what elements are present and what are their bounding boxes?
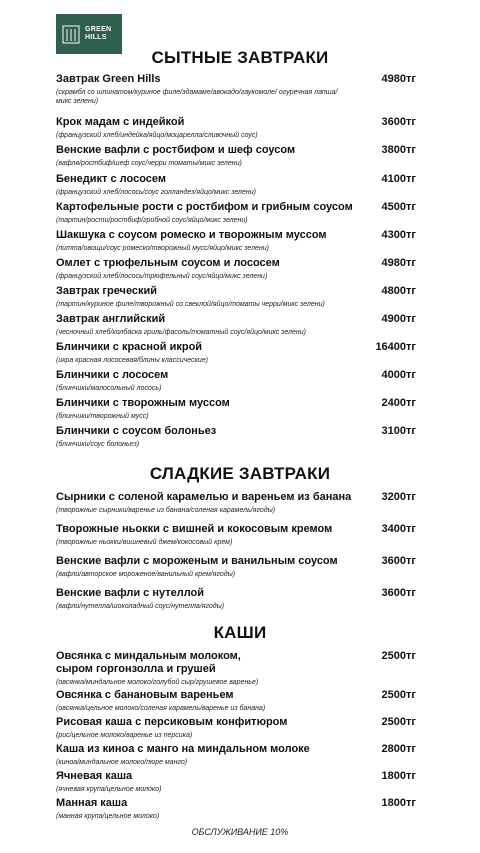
section-title-hearty: СЫТНЫЕ ЗАВТРАКИ (151, 48, 329, 67)
item-price: 3200тг (381, 491, 416, 503)
menu-item (56, 229, 416, 253)
item-price: 4100тг (381, 173, 416, 185)
menu-item (56, 341, 416, 365)
item-description: (французский хлеб/лосось/соус голландез/яйцо/микс зелени) (56, 189, 256, 196)
item-description: (творожные ньокки/вишневый джем/кокосовый крем) (56, 539, 233, 546)
item-description: (французский хлеб/индейка/яйцо/моцарелла/сливочный соус) (56, 132, 258, 139)
item-name: Ячневая каша (56, 770, 133, 782)
item-description: (питта/овощи/соус ромеско/творожный мусс/яйцо/микс зелени) (56, 245, 269, 252)
item-description: (французский хлеб/лосось/трюфельный соус/яйцо/микс зелени) (56, 273, 268, 280)
item-name: Сырники с соленой карамелью и вареньем из банана (56, 491, 352, 503)
menu-item (56, 116, 416, 140)
item-name: Завтрак Green Hills (56, 73, 161, 85)
logo-line-1: GREEN (85, 26, 112, 33)
menu-item (56, 369, 416, 393)
building-icon (61, 23, 81, 45)
item-description: (чесночный хлеб/колбаска гриль/фасоль/томатный соус/яйцо/микс зелени) (56, 329, 306, 336)
menu-item (56, 650, 416, 687)
item-name: Картофельные рости с ростбифом и грибным соусом (56, 201, 353, 213)
item-name: Овсянка с миндальным молоком, сыром горгонзолла и грушей (56, 650, 241, 675)
item-description: (блинчики/малосольный лосось) (56, 385, 162, 392)
item-name: Блинчики с лососем (56, 369, 169, 381)
item-description: (блинчики/творожный мусс) (56, 413, 149, 420)
item-name: Венские вафли с ростбифом и шеф соусом (56, 144, 296, 156)
item-description: (рис/цельное молоко/варенье из персика) (56, 732, 193, 739)
item-name: Завтрак греческий (56, 285, 158, 297)
menu-item (56, 201, 416, 225)
menu-item (56, 73, 416, 106)
section-title-porridges: КАШИ (213, 623, 267, 642)
item-price: 1800тг (381, 797, 416, 809)
item-name: Блинчики с творожным муссом (56, 397, 230, 409)
item-price: 4000тг (381, 369, 416, 381)
item-price: 3600тг (381, 116, 416, 128)
item-price: 1800тг (381, 770, 416, 782)
item-description: (блинчики/соус болоньез) (56, 441, 140, 448)
item-name: Крок мадам с индейкой (56, 116, 185, 128)
menu-item (56, 770, 416, 794)
menu-item (56, 285, 416, 309)
menu-item (56, 716, 416, 740)
menu-item (56, 491, 416, 515)
item-description: (тартин/куриное филе/творожный со свеклой/яйцо/томаты черри/микс зелени) (56, 301, 325, 308)
item-description: (вафли/авторское мороженое/ванильный крем/ягоды) (56, 571, 236, 578)
menu-item (56, 743, 416, 767)
item-description: (овсянка/цельное молоко/соленая карамель/варенье из банана) (56, 705, 266, 712)
service-charge-note: ОБСЛУЖИВАНИЕ 10% (191, 827, 289, 837)
item-name: Овсянка с банановым вареньем (56, 689, 234, 701)
item-description: (икра красная лососевая/блины классические) (56, 357, 208, 364)
item-price: 3600тг (381, 555, 416, 567)
item-description: (творожные сырники/варенье из банана/соленая карамель/ягоды) (56, 507, 276, 514)
item-name: Блинчики с красной икрой (56, 341, 203, 353)
menu-item (56, 313, 416, 337)
item-description: (тартин/рости/ростбиф/грибной соус/яйцо/микс зелени) (56, 217, 248, 224)
item-name: Шакшука с соусом ромеско и творожным муссом (56, 229, 327, 241)
item-description: (ячневая крупа/цельное молоко) (56, 786, 162, 793)
item-price: 3800тг (381, 144, 416, 156)
menu-item (56, 397, 416, 421)
item-description: (скрамбл со шпинатом/куриное филе/эдамаме/авокадо/гаукомоле/ огуречная лапша/микс зелени) (56, 89, 338, 105)
menu-item (56, 689, 416, 713)
menu-item (56, 173, 416, 197)
item-price: 3600тг (381, 587, 416, 599)
item-price: 4980тг (381, 257, 416, 269)
item-description: (вафли/нутелла/шоколадный соус/нутелла/ягоды) (56, 603, 225, 610)
item-name: Творожные ньокки с вишней и кокосовым кремом (56, 523, 333, 535)
menu-item (56, 523, 416, 547)
menu-item (56, 425, 416, 449)
item-price: 4900тг (381, 313, 416, 325)
item-price: 3400тг (381, 523, 416, 535)
item-name: Блинчики с соусом болоньез (56, 425, 217, 437)
item-description: (киноа/миндальное молоко/пюре манго) (56, 759, 188, 766)
item-price: 4300тг (381, 229, 416, 241)
item-price: 2500тг (381, 650, 416, 662)
menu-item (56, 257, 416, 281)
item-name: Рисовая каша с персиковым конфитюром (56, 716, 288, 728)
menu-item (56, 797, 416, 821)
item-price: 4500тг (381, 201, 416, 213)
menu-item (56, 555, 416, 579)
item-name: Завтрак английский (56, 313, 166, 325)
menu-item (56, 144, 416, 168)
item-name: Омлет с трюфельным соусом и лососем (56, 257, 280, 269)
item-name: Венские вафли с нутеллой (56, 587, 205, 599)
menu-item (56, 587, 416, 611)
item-price: 4800тг (381, 285, 416, 297)
item-description: (овсянка/миндальное молоко/голубой сыр/грушевое варенье) (56, 679, 259, 686)
item-name: Венские вафли с мороженым и ванильным соусом (56, 555, 338, 567)
item-name: Каша из киноа с манго на миндальном молоке (56, 743, 310, 755)
item-price: 3100тг (381, 425, 416, 437)
section-title-sweet: СЛАДКИЕ ЗАВТРАКИ (149, 464, 331, 483)
item-name: Бенедикт с лососем (56, 173, 166, 185)
item-description: (манная крупа/цельное молоко) (56, 813, 160, 820)
item-name: Манная каша (56, 797, 128, 809)
item-price: 16400тг (375, 341, 416, 353)
item-price: 2800тг (381, 743, 416, 755)
logo-line-2: HILLS (85, 34, 107, 41)
item-price: 2500тг (381, 716, 416, 728)
logo-text (85, 26, 111, 42)
item-price: 2500тг (381, 689, 416, 701)
item-price: 2400тг (381, 397, 416, 409)
item-price: 4980тг (381, 73, 416, 85)
item-description: (вафля/ростбиф/шеф соус/черри томаты/микс зелени) (56, 160, 242, 167)
